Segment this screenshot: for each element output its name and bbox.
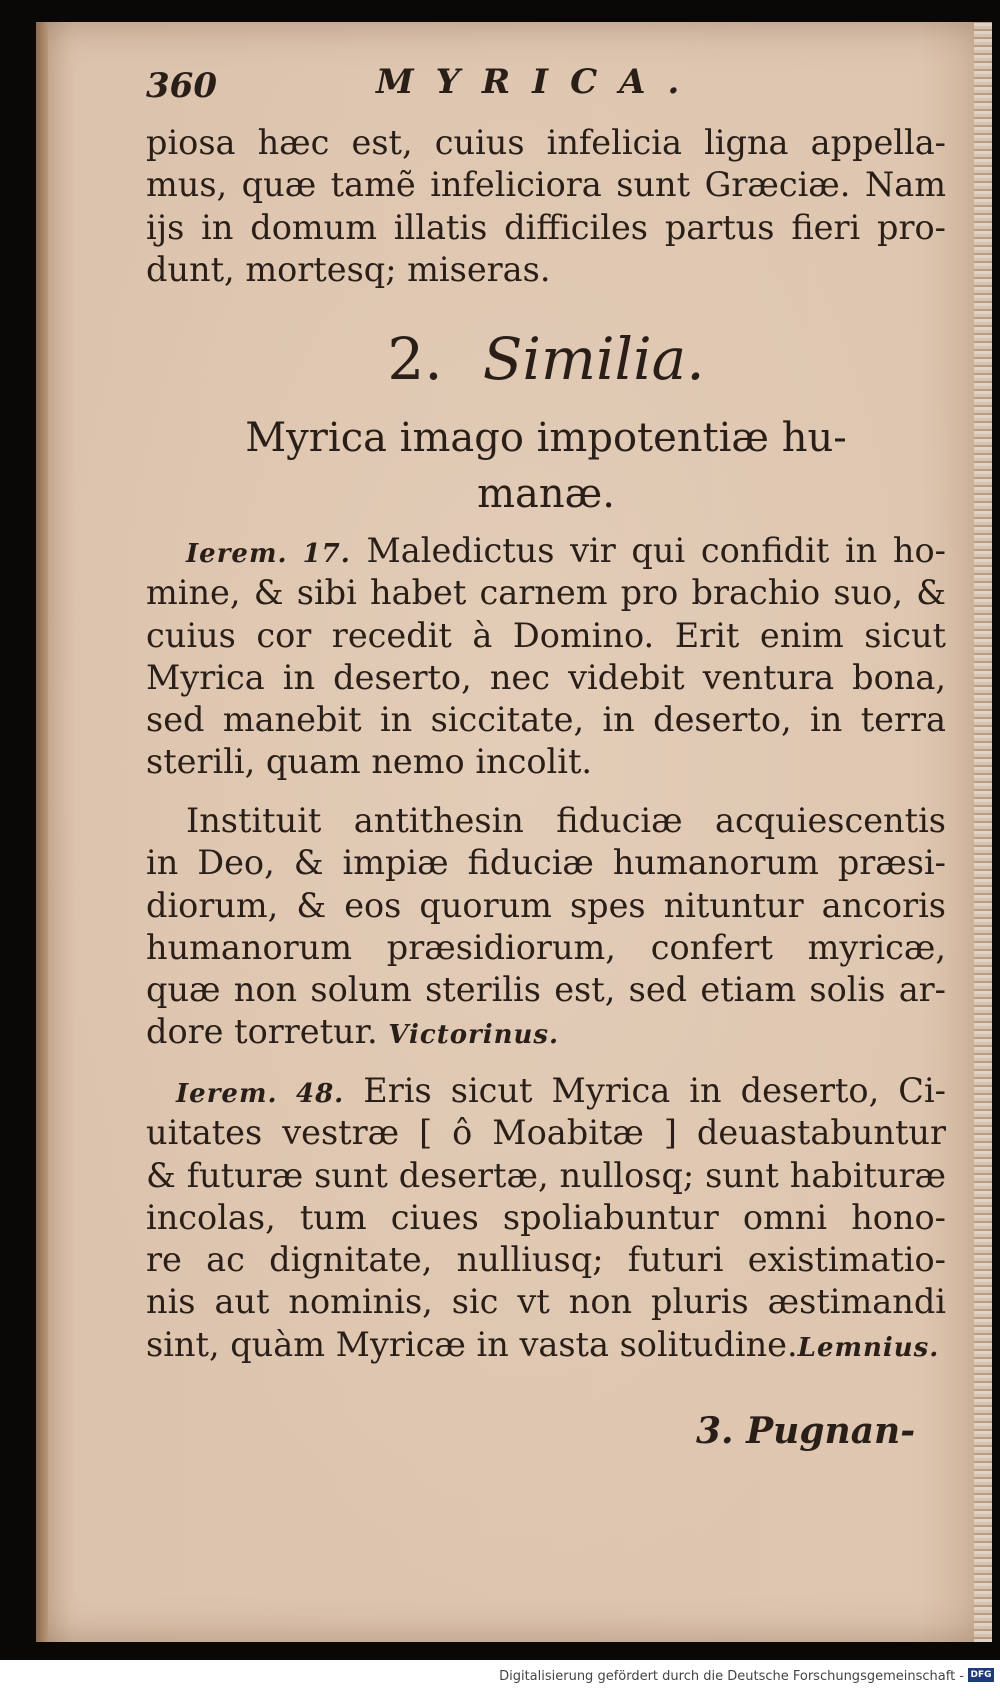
text-line: diorum, & eos quorum spes nituntur ancoris [146,885,946,925]
text-line [146,1011,946,1053]
text-line [146,1324,946,1366]
paragraph-jeremiah-17 [146,530,946,784]
subheading-line: Myrica imago impotentiæ hu- [245,415,847,461]
text-line: quæ non solum sterilis est, sed etiam solis ar- [146,970,946,1010]
intro-paragraph [146,122,946,291]
text-line: sterili, quam nemo incolit. [146,742,593,782]
running-head [146,56,706,106]
text-line [146,1070,946,1112]
page-left-shadow [36,22,48,1642]
footer-bar [0,1660,1000,1696]
text-line-content: dore torretur. [146,1012,378,1052]
section-title: Similia. [482,325,705,393]
author-citation: Victorinus. [388,1020,560,1051]
text-line-content: Eris sicut Myrica in deserto, Ci- [363,1071,946,1110]
funding-notice: Digitalisierung gefördert durch die Deutsche Forschungsgemeinschaft - [499,1669,964,1684]
text-line: nis aut nominis, sic vt non pluris æstimandi [146,1282,946,1322]
text-line: Myrica in deserto, nec videbit ventura bona, [146,657,946,697]
catchword: 3. Pugnan- [696,1410,916,1452]
text-line: mus, quæ tamẽ infeliciora sunt Græciæ. Nam [146,165,946,205]
subheading-line: manæ. [477,471,615,517]
page-edge-stack [974,22,992,1642]
text-line: cuius cor recedit à Domino. Erit enim sicut [146,615,946,655]
text-line [146,530,946,572]
text-line: uitates vestræ [ ô Moabitæ ] deuastabuntur [146,1113,946,1153]
text-line-content: Maledictus vir qui confidit in ho- [366,531,946,570]
paragraph-commentary [146,800,946,1054]
page-number: 360 [146,66,217,106]
text-line: sed manebit in siccitate, in deserto, in terra [146,700,946,740]
paragraph-jeremiah-48 [146,1070,946,1366]
text-line: re ac dignitate, nulliusq; futuri existimatio- [146,1240,946,1280]
scripture-reference: Ierem. 17. [186,539,351,569]
text-line: in Deo, & impiæ fiduciæ humanorum præsi- [146,843,946,883]
text-line: & futuræ sunt desertæ, nullosq; sunt habituræ [146,1155,946,1195]
scripture-reference: Ierem. 48. [176,1079,345,1109]
running-title: MYRICA. [376,62,702,102]
text-line: humanorum præsidiorum, confert myricæ, [146,927,946,967]
text-line-content: sint, quàm Myricæ in vasta solitudine. [146,1324,798,1364]
author-citation: Lemnius. [797,1332,940,1363]
text-line: ijs in domum illatis difficiles partus fieri pro- [146,207,946,247]
section-number: 2. [387,325,443,393]
text-line: dunt, mortesq; miseras. [146,249,551,289]
text-line: Instituit antithesin fiduciæ acquiescentis [186,801,946,840]
text-line: piosa hæc est, cuius infelicia ligna appella- [146,123,946,162]
text-line: mine, & sibi habet carnem pro brachio suo, & [146,573,946,613]
text-line: incolas, tum ciues spoliabuntur omni hono- [146,1197,946,1237]
subheading [146,410,946,522]
section-heading [146,325,946,393]
dfg-logo: DFG [968,1668,994,1682]
